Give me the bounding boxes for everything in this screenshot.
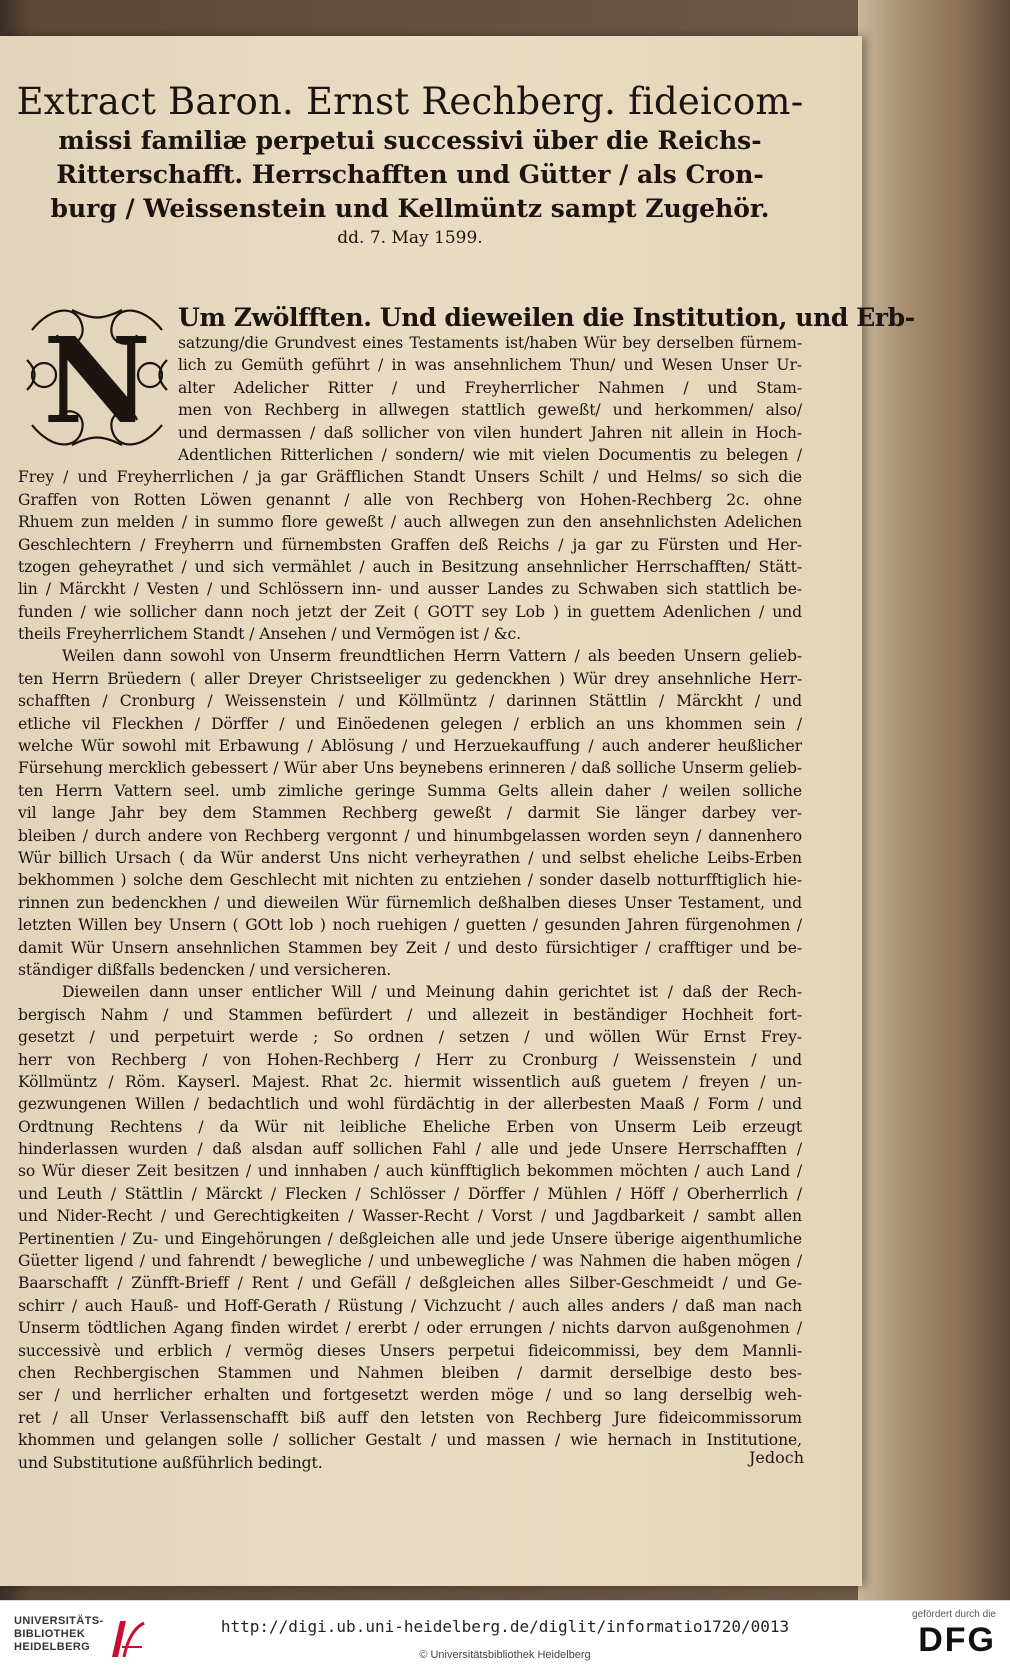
text-line: damit Wür Unsern ansehnlichen Stammen bey Zeit / und desto fürsichtiger / crafftiger und be- xyxy=(18,938,802,957)
text-line: Frey / und Freyherrlichen / ja gar Gräfflichen Standt Unsers Schilt / und Helms/ so sich die xyxy=(18,468,802,487)
text-line: etliche vil Fleckhen / Dörffer / und Einöedenen gelegen / erblich an uns khommen sein / xyxy=(18,714,802,733)
text-line: und Leuth / Stättlin / Märckt / Flecken / Schlösser / Dörffer / Mühlen / Höff / Oberherrlich / xyxy=(18,1184,802,1203)
text-line: khommen und gelangen solle / sollicher Gestalt / und massen / wie hernach in Institutione, xyxy=(18,1431,802,1450)
text-line: Fürsehung mercklich gebessert / Wür aber Uns beynebens erinneren / daß solliche Unserm gelieb- xyxy=(18,759,802,778)
title-line-2: missi familiæ perpetui successivi über die Reichs- xyxy=(58,126,762,155)
permalink-url[interactable]: http://digi.ub.uni-heidelberg.de/diglit/informatio1720/0013 xyxy=(220,1617,790,1636)
text-line: Baarschafft / Zünfft-Brieff / Rent / und Gefäll / deßgleichen alles Silber-Geschmeidt / und Ge- xyxy=(18,1274,802,1293)
copyright-notice: © Universitätsbibliothek Heidelberg xyxy=(419,1649,591,1661)
text-line: letzten Willen bey Unsern ( GOtt lob ) noch ruehigen / guetten / gesunden Jahren fürgenohmen / xyxy=(18,916,802,935)
text-line: bergisch Nahm / und Stammen befürdert / und allezeit in beständiger Hochheit fort- xyxy=(18,1005,802,1024)
text-line: vil lange Jahr bey dem Stammen Rechberg geweßt / darmit Sie länger darbey ver- xyxy=(18,804,802,823)
text-line: ten Herrn Brüedern ( aller Dreyer Christseeliger zu gedenckhen ) Wür drey ansehnliche Herr- xyxy=(18,669,802,688)
text-line: gezwungenen Willen / bedachtlich und wohl fürdächtig in der allerbesten Maaß / Form / und xyxy=(18,1095,802,1114)
title-date: dd. 7. May 1599. xyxy=(337,228,483,248)
text-line: ser / und herrlicher erhalten und fortgesetzt werden möge / und so lang derselbig weh- xyxy=(18,1386,802,1405)
text-line: und Nider-Recht / und Gerechtigkeiten / Wasser-Recht / Vorst / und Jagdbarkeit / sambt allen xyxy=(18,1207,802,1226)
text-line: Wür billich Ursach ( da Wür anderst Uns nicht verheyrathen / und selbst eheliche Leibs-Erben xyxy=(18,848,802,867)
text-line: Graffen von Rotten Löwen genannt / alle von Rechberg von Hohen-Rechberg 2c. ohne xyxy=(18,490,802,509)
text-line: welche Wür sowohl mit Erbawung / Ablösung / und Herzuekauffung / auch anderer heußlicher xyxy=(18,737,802,756)
title-line-4: burg / Weissenstein und Kellmüntz sampt Zugehör. xyxy=(50,194,770,223)
text-line: ret / all Unser Verlassenschafft biß auff den letsten von Rechberg Jure fideicommissorum xyxy=(18,1408,802,1427)
text-line: Köllmüntz / Röm. Kayserl. Majest. Rhat 2c. hiermit wissentlich auß guetem / freyen / un- xyxy=(18,1072,802,1091)
text-line: theils Freyherrlichem Standt / Ansehen / und Vermögen ist / &c. xyxy=(18,625,522,644)
text-line: Dieweilen dann unser entlicher Will / und Meinung dahin gerichtet ist / daß der Rech- xyxy=(62,983,802,1002)
text-line: und dermassen / daß sollicher von vilen hundert Jahren nit allein in Hoch- xyxy=(178,423,802,442)
document-page xyxy=(0,36,915,1586)
text-line: Um Zwölfften. Und dieweilen die Institution, und Erb- xyxy=(178,303,915,332)
library-name-line-2: BIBLIOTHEK xyxy=(14,1628,86,1640)
text-line: Pertinentien / Zu- und Eingehörungen / deßgleichen alle und jede Unsere überige aigenthumliche xyxy=(18,1229,802,1248)
library-name-line-1: UNIVERSITÄTS- xyxy=(14,1615,104,1627)
text-line: satzung/die Grundvest eines Testaments ist/haben Wür bey derselben fürnem- xyxy=(178,334,802,352)
text-line: chen Rechbergischen Stammen und Nahmen bleiben / darmit derselbige desto bes- xyxy=(18,1363,802,1382)
text-line: ten Herrn Vattern seel. umb zimliche geringe Summa Gelts allein daher / weilen solliche xyxy=(18,781,802,800)
text-line: Adentlichen Ritterlichen / sondern/ wie mit vielen Documentis zu belegen / xyxy=(178,445,802,464)
text-line: tzogen geheyrathet / und sich vermählet / auch in Besitzung ansehnlicher Herrschafften/ Stätt- xyxy=(18,557,802,576)
document-title xyxy=(0,80,820,250)
text-line: alter Adelicher Ritter / und Freyherrlicher Nahmen / und Stam- xyxy=(178,378,802,397)
text-line: bleiben / durch andere von Rechberg vergonnt / und hinumbgelassen worden seyn / dannenhero xyxy=(18,826,802,845)
text-line: funden / wie sollicher dann noch jetzt der Zeit ( GOTT sey Lob ) in guettem Adenlichen / und xyxy=(18,602,802,621)
text-line: Unserm tödtlichen Agang finden wirdet / ererbt / oder errungen / nichts darvon außgenohmen / xyxy=(18,1319,802,1338)
funder-block[interactable] xyxy=(886,1609,996,1660)
funded-by-label: gefördert durch die xyxy=(912,1609,996,1620)
text-line: schirr / auch Hauß- und Hoff-Gerath / Rüstung / Vichzucht / auch alles anders / daß man nach xyxy=(18,1296,802,1315)
text-line: hinderlassen wurden / daß alsdan auff sollichen Fahl / alle und jede Unsere Herrschafften / xyxy=(18,1140,802,1159)
text-line: rinnen zun bedenckhen / und dieweilen Wür fürnemlich deßhalben dieses Unser Testament, und xyxy=(18,893,802,912)
text-line: gesetzt / und perpetuirt werde ; So ordnen / setzen / und wöllen Wür Ernst Frey- xyxy=(18,1028,802,1047)
text-line: lich zu Gemüth geführt / in was ansehnlichem Thun/ und Wesen Unser Ur- xyxy=(178,356,802,375)
text-line: Weilen dann sowohl von Unserm freundtlichen Herrn Vattern / als beeden Unsern gelieb- xyxy=(62,647,802,666)
viewer-footer xyxy=(0,1600,1010,1675)
dfg-logo: DFG xyxy=(918,1621,996,1659)
text-line: men von Rechberg in allwegen stattlich geweßt/ und herkommen/ also/ xyxy=(178,401,802,420)
text-line: Rhuem zun melden / in summo flore geweßt / auch allwegen zun den ansehnlichsten Adelichen xyxy=(18,513,802,532)
title-line-1: Extract Baron. Ernst Rechberg. fideicom- xyxy=(16,80,804,123)
text-line: schafften / Cronburg / Weissenstein / und Köllmüntz / darinnen Stättlin / Märckht / und xyxy=(18,692,802,711)
text-line: successivè und erblich / vermög dieses Unsers perpetui fideicommissi, bey dem Mannli- xyxy=(18,1341,802,1360)
text-line: lin / Märckht / Vesten / und Schlössern inn- und ausser Landes zu Schwaben sich stattlich be- xyxy=(18,580,802,599)
catchword: Jedoch xyxy=(748,1448,804,1467)
text-line: und Substitutione außführlich bedingt. xyxy=(18,1453,323,1472)
text-line: Ordtnung Rechtens / da Wür nit leibliche Eheliche Erben von Unserm Leib erzeugt xyxy=(18,1117,802,1136)
text-line: Güetter ligend / und fahrendt / bewegliche / und unbewegliche / was Nahmen die haben mögen / xyxy=(18,1252,802,1271)
library-name-line-3: HEIDELBERG xyxy=(14,1641,91,1653)
text-line: Geschlechtern / Freyherrn und fürnembsten Graffen deß Reichs / ja gar zu Fürsten und Her- xyxy=(18,535,802,554)
svg-text:N: N xyxy=(43,311,151,450)
body-text xyxy=(18,303,915,1474)
text-line: bekhommen ) solche dem Geschlecht mit nichten zu entziehen / sonder daselb notturfftiglich hie- xyxy=(18,871,802,890)
text-line: ständiger dißfalls bedencken / und versicheren. xyxy=(18,960,392,979)
text-line: so Wür dieser Zeit besitzen / und innhaben / auch künfftiglich bekommen möchten / auch Land / xyxy=(18,1162,802,1181)
title-line-3: Ritterschafft. Herrschafften und Gütter / als Cron- xyxy=(56,160,764,189)
text-line: herr von Rechberg / von Hohen-Rechberg / Herr zu Cronburg / Weissenstein / und xyxy=(18,1050,802,1069)
book-edge xyxy=(858,0,1010,1600)
